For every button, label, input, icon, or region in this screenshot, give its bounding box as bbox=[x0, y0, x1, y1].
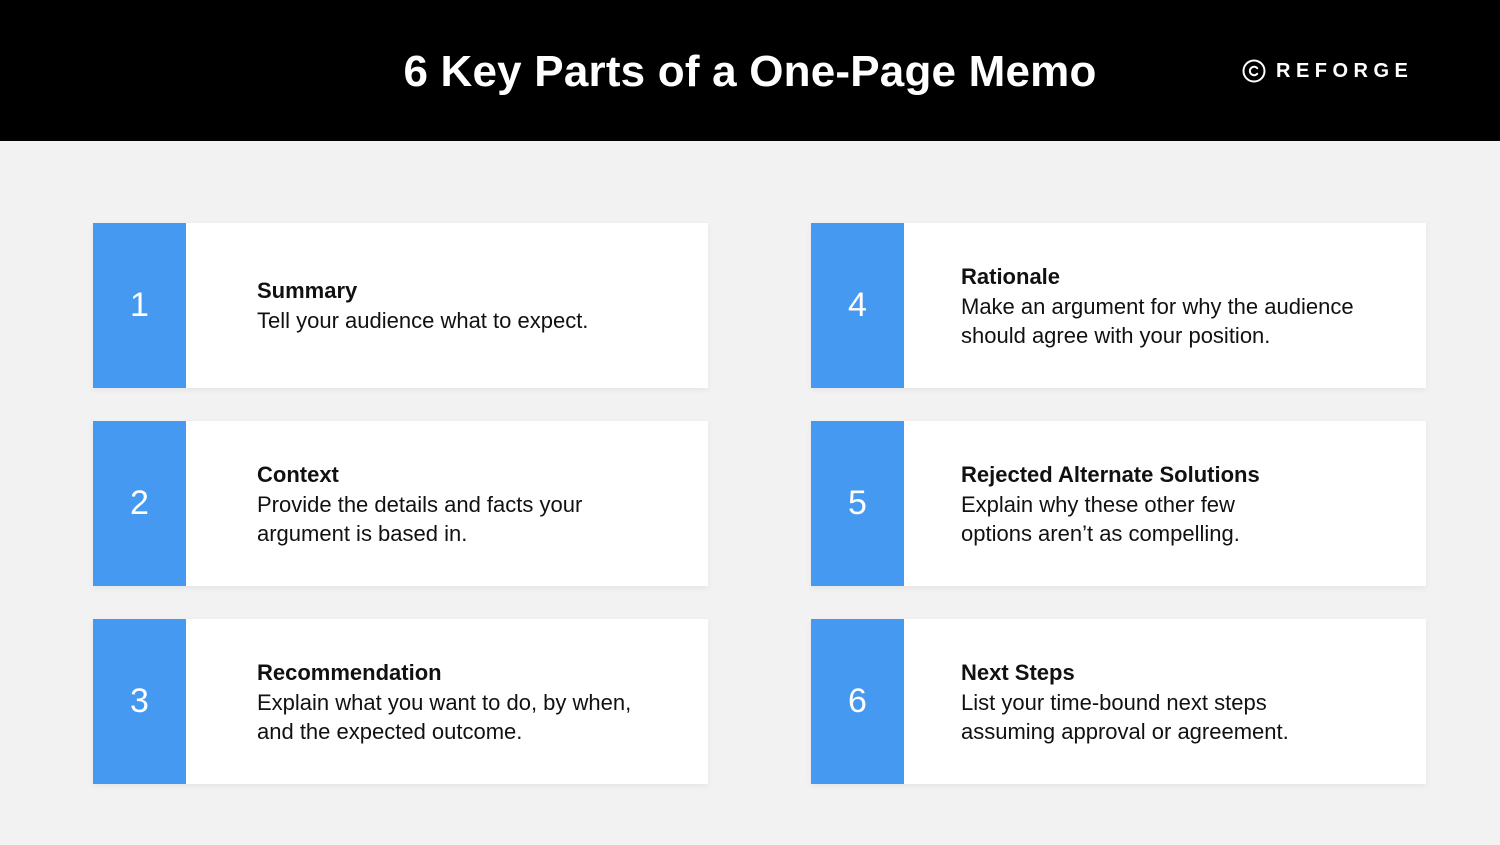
brand-name: REFORGE bbox=[1276, 60, 1414, 82]
part-description: Make an argument for why the audience should agree with your position. bbox=[961, 293, 1354, 348]
part-title: Summary bbox=[257, 278, 358, 303]
memo-part-card bbox=[811, 619, 1426, 784]
part-title: Next Steps bbox=[961, 659, 1075, 685]
part-text bbox=[904, 421, 1321, 586]
part-text bbox=[186, 421, 708, 586]
part-description: List your time-bound next steps assuming approval or agreement. bbox=[961, 689, 1289, 744]
part-description: Provide the details and facts your argument is based in. bbox=[257, 491, 583, 546]
part-text bbox=[904, 223, 1421, 388]
page-title: 6 Key Parts of a One-Page Memo bbox=[403, 47, 1097, 96]
part-description: Explain what you want to do, by when, and the expected outcome. bbox=[257, 689, 632, 744]
part-title: Rejected Alternate Solutions bbox=[961, 461, 1260, 487]
part-text bbox=[186, 619, 708, 784]
part-title: Rationale bbox=[961, 263, 1061, 289]
memo-part-card bbox=[93, 223, 708, 388]
part-description: Explain why these other few options aren’t as compelling. bbox=[961, 491, 1240, 546]
part-text bbox=[186, 223, 628, 388]
copyright-circle-icon bbox=[1242, 59, 1266, 83]
memo-part-card bbox=[93, 421, 708, 586]
brand-logo bbox=[1242, 57, 1413, 85]
memo-part-card bbox=[811, 421, 1426, 586]
part-number-badge: 6 bbox=[811, 619, 904, 784]
part-number-badge: 5 bbox=[811, 421, 904, 586]
part-number-badge: 1 bbox=[93, 223, 186, 388]
memo-part-card bbox=[93, 619, 708, 784]
part-number-badge: 3 bbox=[93, 619, 186, 784]
part-title: Recommendation bbox=[257, 659, 442, 685]
memo-part-card bbox=[811, 223, 1426, 388]
part-number-badge: 4 bbox=[811, 223, 904, 388]
part-number-badge: 2 bbox=[93, 421, 186, 586]
part-text bbox=[904, 619, 1361, 784]
part-description: Tell your audience what to expect. bbox=[257, 308, 589, 333]
header-bar bbox=[0, 0, 1500, 141]
part-title: Context bbox=[257, 461, 339, 487]
